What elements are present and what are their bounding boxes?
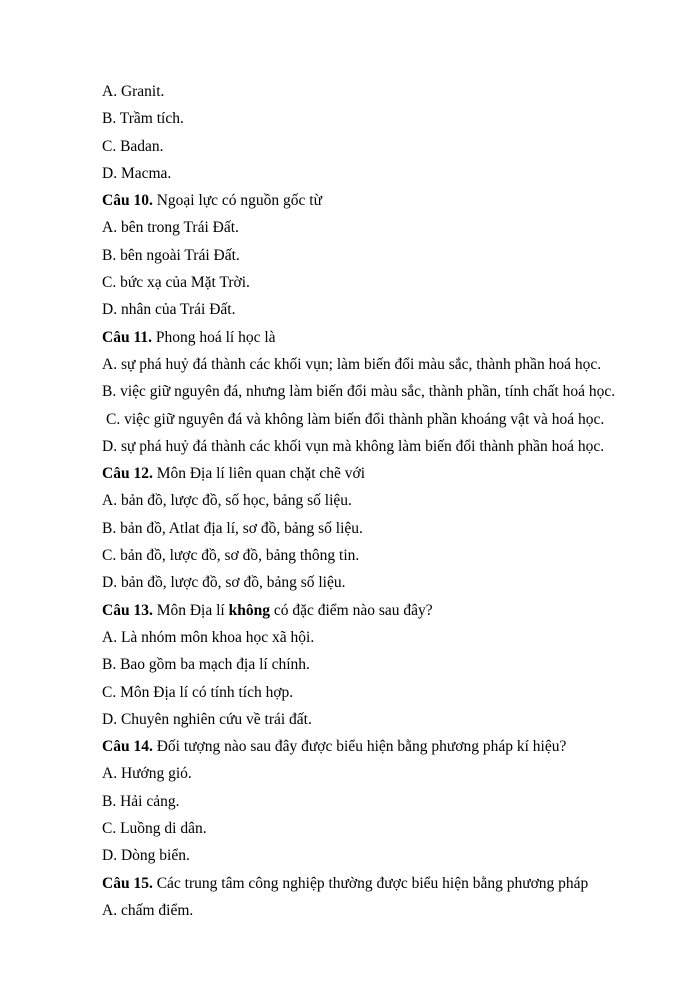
question-text: Ngoại lực có nguồn gốc từ	[152, 192, 323, 210]
question-number: Câu 10.	[102, 192, 153, 210]
answer-option: A. chấm điểm.	[102, 901, 194, 919]
answer-option: A. Granit.	[102, 83, 165, 100]
question-text: Đối tượng nào sau đây được biểu hiện bằng phương pháp kí hiệu?	[152, 738, 567, 756]
question-emphasis: không	[228, 601, 270, 619]
question-11	[102, 324, 662, 351]
answer-option: A. bản đồ, lược đồ, số học, bảng số liệu.	[102, 492, 352, 510]
question-12	[102, 460, 662, 487]
answer-option: C. bản đồ, lược đồ, sơ đồ, bảng thông tin.	[102, 547, 360, 565]
question-text: Môn Địa lí liên quan chặt chẽ với	[152, 465, 366, 483]
answer-option: B. việc giữ nguyên đá, nhưng làm biến đổi màu sắc, thành phần, tính chất hoá học.	[102, 383, 616, 401]
answer-option: C. việc giữ nguyên đá và không làm biến đổi thành phần khoáng vật và hoá học.	[106, 410, 605, 428]
question-number: Câu 11.	[102, 328, 152, 346]
question-15	[102, 870, 662, 897]
answer-option: D. Macma.	[102, 164, 172, 182]
question-number: Câu 15.	[102, 874, 153, 892]
question-text-end: có đặc điểm nào sau đây?	[269, 601, 433, 619]
question-text: Môn Địa lí	[152, 601, 229, 619]
answer-option: D. Chuyên nghiên cứu về trái đất.	[102, 710, 312, 728]
answer-option: A. Hướng gió.	[102, 765, 192, 783]
document-body	[102, 78, 662, 924]
question-10	[102, 187, 662, 214]
answer-option: A. bên trong Trái Đất.	[102, 219, 239, 237]
answer-option: C. Môn Địa lí có tính tích hợp.	[102, 683, 294, 701]
answer-option: C. Luồng di dân.	[102, 820, 207, 838]
answer-option: D. bản đồ, lược đồ, sơ đồ, bảng số liệu.	[102, 574, 346, 592]
question-text: Các trung tâm công nghiệp thường được biểu hiện bằng phương pháp	[152, 874, 589, 892]
question-number: Câu 12.	[102, 465, 153, 483]
question-number: Câu 14.	[102, 738, 153, 756]
answer-option: C. bức xạ của Mặt Trời.	[102, 274, 250, 292]
answer-option: D. sự phá huỷ đá thành các khối vụn mà không làm biến đổi thành phần hoá học.	[102, 437, 605, 455]
answer-option: B. Trầm tích.	[102, 110, 184, 128]
answer-option: D. nhân của Trái Đất.	[102, 301, 236, 319]
question-text: Phong hoá lí học là	[151, 328, 276, 346]
answer-option: A. Là nhóm môn khoa học xã hội.	[102, 628, 315, 646]
question-14	[102, 733, 662, 760]
question-13	[102, 597, 662, 624]
answer-option: A. sự phá huỷ đá thành các khối vụn; làm biến đổi màu sắc, thành phần hoá học.	[102, 355, 602, 373]
answer-option: B. Bao gồm ba mạch địa lí chính.	[102, 656, 310, 674]
answer-option: B. Hải cảng.	[102, 792, 180, 810]
answer-option: D. Dòng biển.	[102, 847, 190, 865]
question-number: Câu 13.	[102, 601, 153, 619]
answer-option: C. Badan.	[102, 137, 164, 155]
answer-option: B. bên ngoài Trái Đất.	[102, 246, 240, 264]
answer-option: B. bản đồ, Atlat địa lí, sơ đồ, bảng số liệu.	[102, 519, 363, 537]
